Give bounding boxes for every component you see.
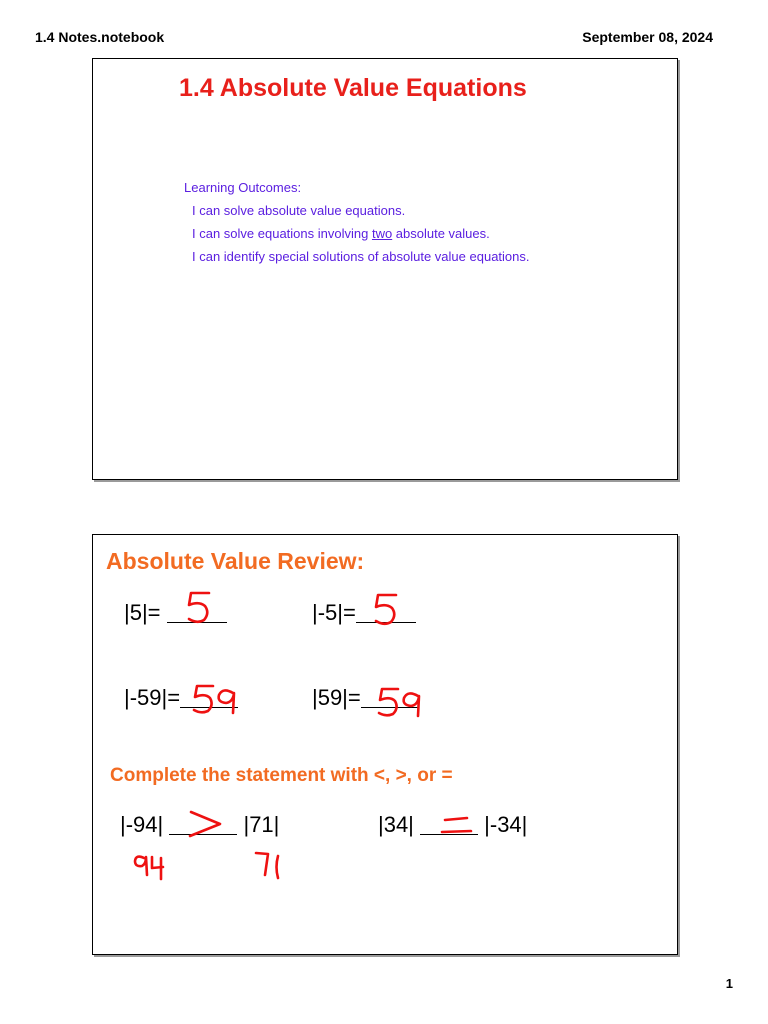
handwritten-answer-59 (379, 689, 419, 716)
outcome-2-after: absolute values. (392, 226, 490, 241)
handwritten-note-94 (135, 857, 163, 879)
notebook-date: September 08, 2024 (582, 29, 713, 45)
learning-outcomes (184, 180, 530, 272)
cmp-2-right: |-34| (484, 812, 528, 837)
cmp-1-left: |-94| (120, 812, 164, 837)
handwritten-answer-greater-than (190, 812, 220, 836)
slide-1 (92, 58, 678, 480)
handwritten-note-71 (256, 853, 278, 878)
handwritten-ink (93, 535, 677, 954)
expr-abs-neg5: |-5|= (312, 600, 356, 625)
outcome-2-before: I can solve equations involving (192, 226, 372, 241)
page-number: 1 (725, 976, 733, 991)
handwritten-answer-59 (194, 686, 234, 713)
expr-abs-5: |5|= (124, 600, 161, 625)
outcome-2 (192, 226, 530, 241)
outcome-3: I can identify special solutions of absolute value equations. (192, 249, 530, 264)
handwritten-answer-5 (376, 595, 396, 624)
notebook-title: 1.4 Notes.notebook (35, 29, 165, 45)
comparison-prompt: Complete the statement with <, >, or = (110, 765, 453, 786)
outcome-2-emph: two (371, 226, 393, 241)
outcome-1: I can solve absolute value equations. (192, 203, 406, 218)
slide-2-title: Absolute Value Review: (106, 548, 365, 574)
cmp-2-left: |34| (378, 812, 414, 837)
expr-abs-59: |59|= (312, 685, 361, 710)
outcomes-heading: Learning Outcomes: (184, 180, 302, 195)
handwritten-answer-5 (189, 593, 209, 622)
expr-abs-neg59: |-59|= (124, 685, 181, 710)
slide-2 (92, 534, 678, 955)
slide-1-title: 1.4 Absolute Value Equations (179, 74, 527, 102)
handwritten-answer-equals (442, 818, 471, 832)
cmp-1-right: |71| (243, 812, 280, 837)
